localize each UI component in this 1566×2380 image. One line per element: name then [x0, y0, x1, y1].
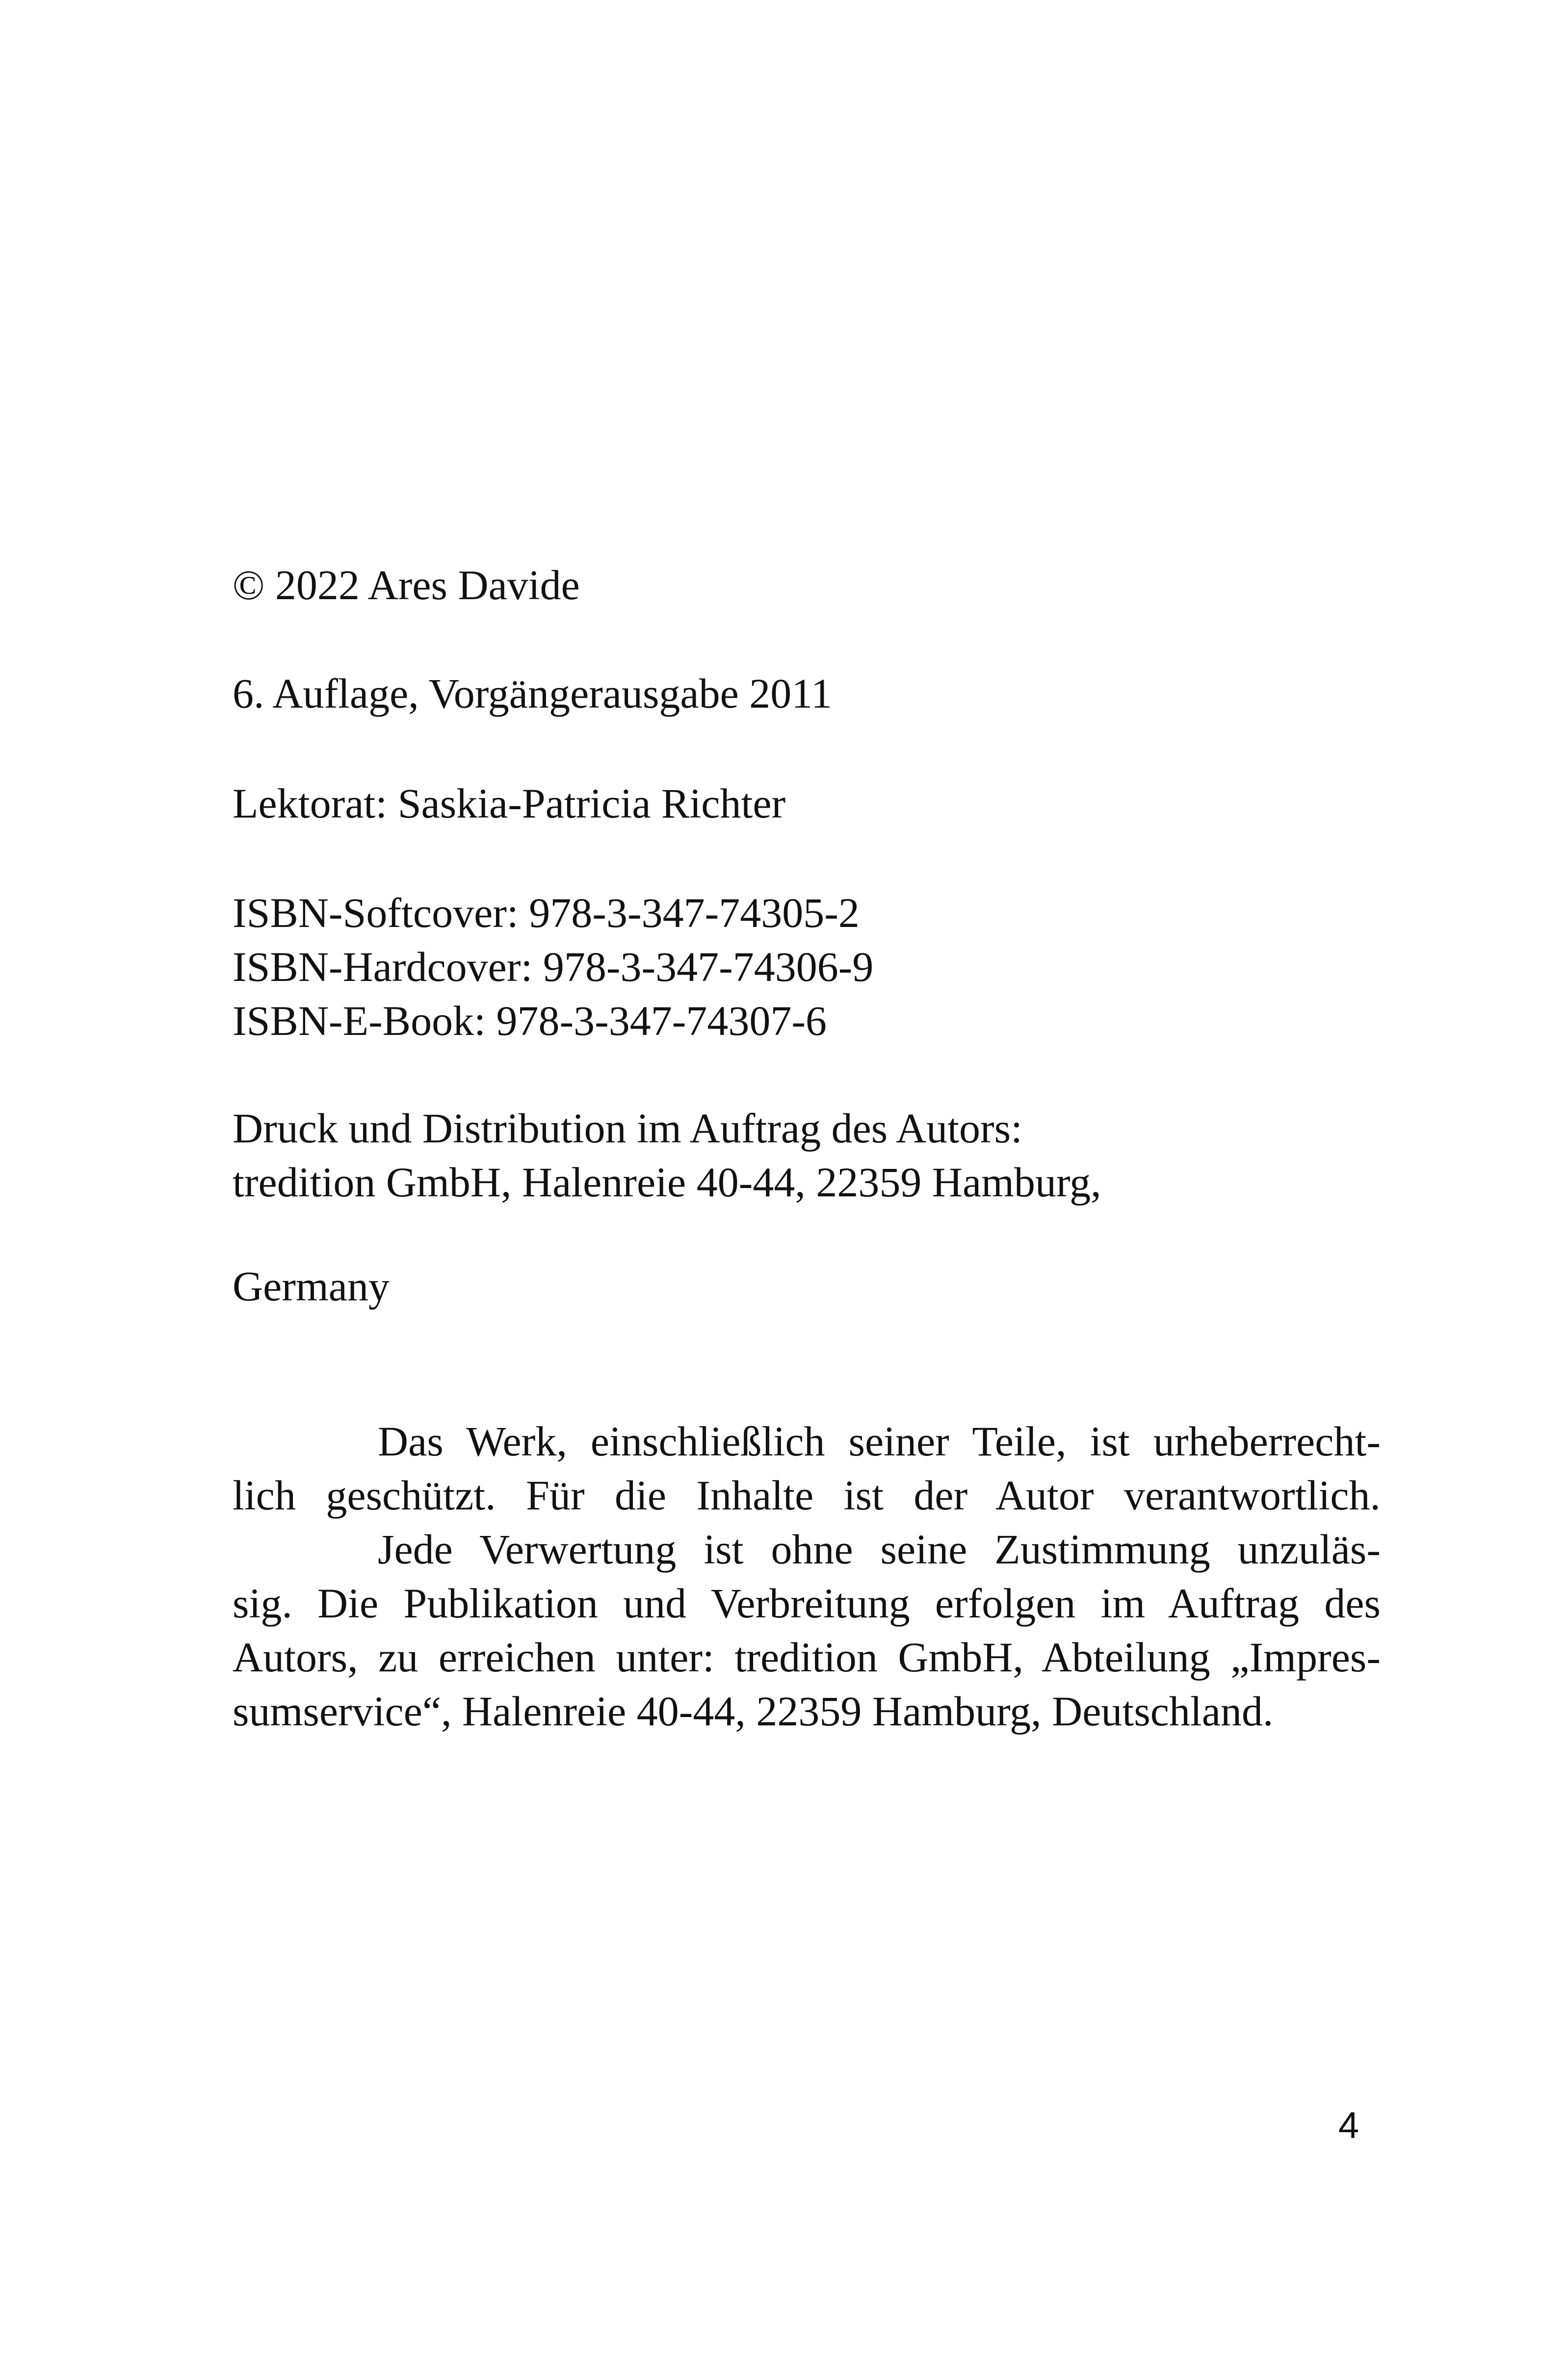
edition-line: 6. Auflage, Vorgängerausgabe 2011 — [233, 670, 833, 717]
isbn-softcover-line: ISBN-Softcover: 978-3-347-74305-2 — [233, 889, 860, 936]
isbn-hardcover-line: ISBN-Hardcover: 978-3-347-74306-9 — [233, 943, 874, 990]
editor-line: Lektorat: Saskia-Patricia Richter — [233, 780, 786, 827]
legal-notice-line-6: sumservice“, Halenreie 40-44, 22359 Hamburg, Deutschland. — [233, 1688, 1274, 1735]
printing-line-1: Druck und Distribution im Auftrag des Autors: — [233, 1105, 1022, 1152]
copyright-line: © 2022 Ares Davide — [233, 561, 580, 608]
country-line: Germany — [233, 1263, 390, 1310]
legal-notice-line-3: Jede Verwertung ist ohne seine Zustimmung unzuläs- — [378, 1526, 1381, 1573]
legal-notice-line-5: Autors, zu erreichen unter: tredition GmbH, Abteilung „Impres- — [233, 1634, 1381, 1681]
legal-notice-line-2: lich geschützt. Für die Inhalte ist der Autor verantwortlich. — [233, 1472, 1381, 1519]
isbn-ebook-line: ISBN-E-Book: 978-3-347-74307-6 — [233, 997, 827, 1044]
printing-line-2: tredition GmbH, Halenreie 40-44, 22359 Hamburg, — [233, 1159, 1101, 1206]
page-number: 4 — [1338, 2105, 1359, 2146]
legal-notice-line-4: sig. Die Publikation und Verbreitung erfolgen im Auftrag des — [233, 1580, 1381, 1627]
legal-notice-line-1: Das Werk, einschließlich seiner Teile, ist urheberrecht- — [378, 1418, 1381, 1465]
